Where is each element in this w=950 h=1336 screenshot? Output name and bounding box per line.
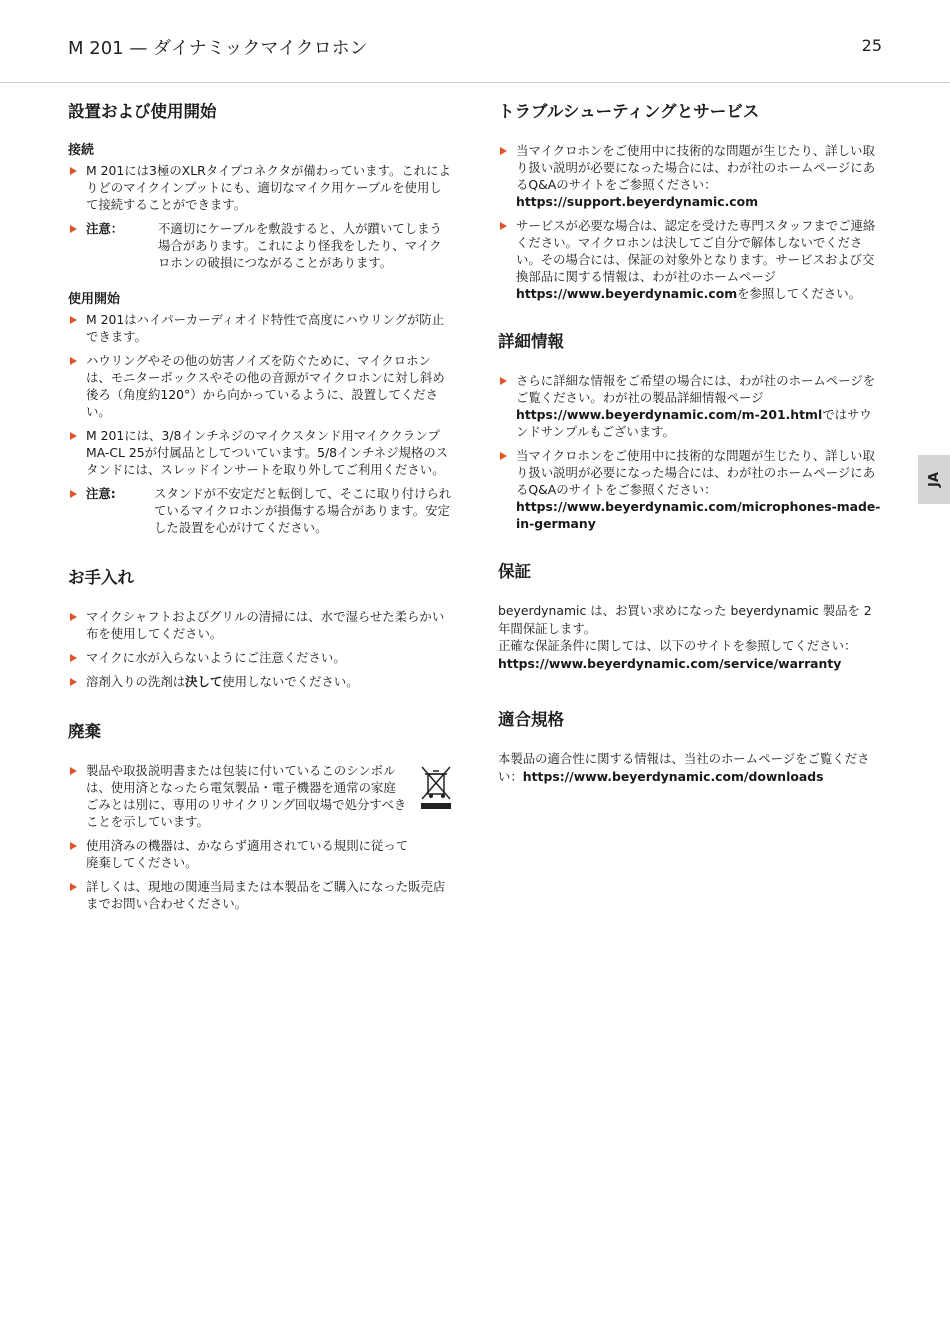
troubleshooting-list bbox=[498, 142, 883, 302]
compliance-text: 本製品の適合性に関する情報は、当社のホームページをご覧ください：https://www.beyerdynamic.com/downloads bbox=[498, 751, 870, 784]
bullet-arrow-icon bbox=[500, 452, 507, 460]
connection-subtitle: 接続 bbox=[68, 143, 95, 158]
bullet-arrow-icon bbox=[70, 432, 77, 440]
bullet-arrow-icon bbox=[70, 167, 77, 175]
bullet-arrow-icon bbox=[70, 883, 77, 891]
setup-title: 設置および使用開始 bbox=[68, 102, 217, 121]
bullet-arrow-icon bbox=[70, 842, 77, 850]
list-item: 溶剤入りの洗剤は決して使用しないでください。 bbox=[68, 673, 453, 690]
homepage-link[interactable]: https://www.beyerdynamic.com bbox=[516, 286, 738, 301]
setup-section bbox=[68, 100, 453, 536]
language-tab-label: JA bbox=[926, 472, 942, 487]
page-header bbox=[0, 0, 950, 83]
bullet-arrow-icon bbox=[70, 490, 77, 498]
note-item bbox=[68, 485, 453, 536]
document-title: M 201 — ダイナミックマイクロホン bbox=[68, 38, 368, 59]
made-in-germany-link[interactable]: https://www.beyerdynamic.com/microphones-made-in-germany bbox=[516, 499, 881, 531]
list-item: 使用済みの機器は、かならず適用されている規則に従って廃棄してください。 bbox=[68, 837, 453, 871]
note-label: 注意： bbox=[86, 221, 124, 236]
list-item: さらに詳細な情報をご希望の場合には、わが社のホームページをご覧ください。わが社の製品詳細情報ページ https://www.beyerdynamic.com/m-201.htmlではサウンドサンプルもございます。 bbox=[498, 372, 883, 440]
bullet-arrow-icon bbox=[70, 613, 77, 621]
warranty-text: beyerdynamic は、お買い求めになった beyerdynamic 製品を 2 年間保証します。 正確な保証条件に関しては、以下のサイトを参照してください： https://www.beyerdynamic.com/service/warranty bbox=[498, 603, 872, 671]
details-title: 詳細情報 bbox=[498, 332, 564, 351]
left-column bbox=[68, 100, 453, 932]
bullet-arrow-icon bbox=[500, 377, 507, 385]
warranty-title: 保証 bbox=[498, 562, 531, 581]
bullet-arrow-icon bbox=[500, 222, 507, 230]
details-list bbox=[498, 372, 883, 532]
connection-list bbox=[68, 162, 453, 271]
bullet-arrow-icon bbox=[70, 678, 77, 686]
warranty-section bbox=[498, 560, 883, 672]
note-text: スタンドが不安定だと転倒して、そこに取り付けられているマイクロホンが損傷する場合があります。安定した設置を心がけてください。 bbox=[154, 486, 452, 535]
bullet-arrow-icon bbox=[70, 316, 77, 324]
bullet-arrow-icon bbox=[70, 767, 77, 775]
list-item: 当マイクロホンをご使用中に技術的な問題が生じたり、詳しい取り扱い説明が必要になった場合には、わが社のホームページにあるQ&Aのサイトをご参照ください： https://www.beyerdynamic.com/microphones-made-in-germany bbox=[498, 447, 883, 532]
compliance-title: 適合規格 bbox=[498, 710, 564, 729]
start-subtitle: 使用開始 bbox=[68, 292, 121, 307]
note-text: 不適切にケーブルを敷設すると、人が躓いてしまう場合があります。これにより怪我をしたり、マイクロホンの破損につながることがあります。 bbox=[158, 221, 442, 270]
note-item bbox=[68, 220, 453, 271]
care-title: お手入れ bbox=[68, 568, 134, 587]
list-item: マイクシャフトおよびグリルの清掃には、水で湿らせた柔らかい布を使用してください。 bbox=[68, 608, 453, 642]
bullet-arrow-icon bbox=[70, 357, 77, 365]
right-column bbox=[498, 100, 883, 805]
care-section bbox=[68, 566, 453, 690]
disposal-title: 廃棄 bbox=[68, 722, 101, 741]
list-item: M 201には、3/8インチネジのマイクスタンド用マイククランプMA-CL 25が付属品としてついています。5/8インチネジ規格のスタンドには、スレッドインサートを取り外してご利用ください。 bbox=[68, 427, 453, 478]
list-item: M 201はハイパーカーディオイド特性で高度にハウリングが防止できます。 bbox=[68, 311, 453, 345]
list-item: 製品や取扱説明書または包装に付いているこのシンボルは、使用済となったら電気製品・電子機器を通常の家庭ごみとは別に、専用のリサイクリング回収場で処分すべきことを示しています。 bbox=[68, 762, 453, 830]
list-item: 当マイクロホンをご使用中に技術的な問題が生じたり、詳しい取り扱い説明が必要になった場合には、わが社のホームページにあるQ&Aのサイトをご参照ください： https://support.beyerdynamic.com bbox=[498, 142, 883, 210]
bullet-arrow-icon bbox=[70, 225, 77, 233]
product-page-link[interactable]: https://www.beyerdynamic.com/m-201.html bbox=[516, 407, 823, 422]
page-number: 25 bbox=[861, 36, 882, 55]
warranty-link[interactable]: https://www.beyerdynamic.com/service/warranty bbox=[498, 655, 842, 671]
details-section bbox=[498, 330, 883, 532]
compliance-section bbox=[498, 708, 883, 785]
list-item: M 201には3極のXLRタイプコネクタが備わっています。これによりどのマイクインプットにも、適切なマイク用ケーブルを使用して接続することができます。 bbox=[68, 162, 453, 213]
language-tab-ja[interactable] bbox=[918, 455, 950, 504]
bullet-arrow-icon bbox=[500, 147, 507, 155]
bullet-arrow-icon bbox=[70, 654, 77, 662]
care-list bbox=[68, 608, 453, 690]
downloads-link[interactable]: https://www.beyerdynamic.com/downloads bbox=[522, 768, 824, 784]
disposal-section bbox=[68, 720, 453, 912]
disposal-list bbox=[68, 762, 453, 912]
list-item: 詳しくは、現地の関連当局または本製品をご購入になった販売店までお問い合わせください。 bbox=[68, 878, 453, 912]
note-label: 注意: bbox=[86, 486, 116, 501]
list-item: サービスが必要な場合は、認定を受けた専門スタッフまでご連絡ください。マイクロホンは決してご自分で解体しないでください。その場合には、保証の対象外となります。サービスおよび交換部品に関する情報は、わが社のホームページ https://www.beyerdynamic.comを参照してください。 bbox=[498, 217, 883, 302]
list-item: ハウリングやその他の妨害ノイズを防ぐために、マイクロホンは、モニターボックスやその他の音源がマイクロホンに対し斜め後ろ（角度約120°）から向かっているように、設置してください。 bbox=[68, 352, 453, 420]
troubleshooting-title: トラブルシューティングとサービス bbox=[498, 102, 760, 121]
support-link[interactable]: https://support.beyerdynamic.com bbox=[516, 194, 759, 209]
start-list bbox=[68, 311, 453, 536]
troubleshooting-section bbox=[498, 100, 883, 302]
list-item: マイクに水が入らないようにご注意ください。 bbox=[68, 649, 453, 666]
